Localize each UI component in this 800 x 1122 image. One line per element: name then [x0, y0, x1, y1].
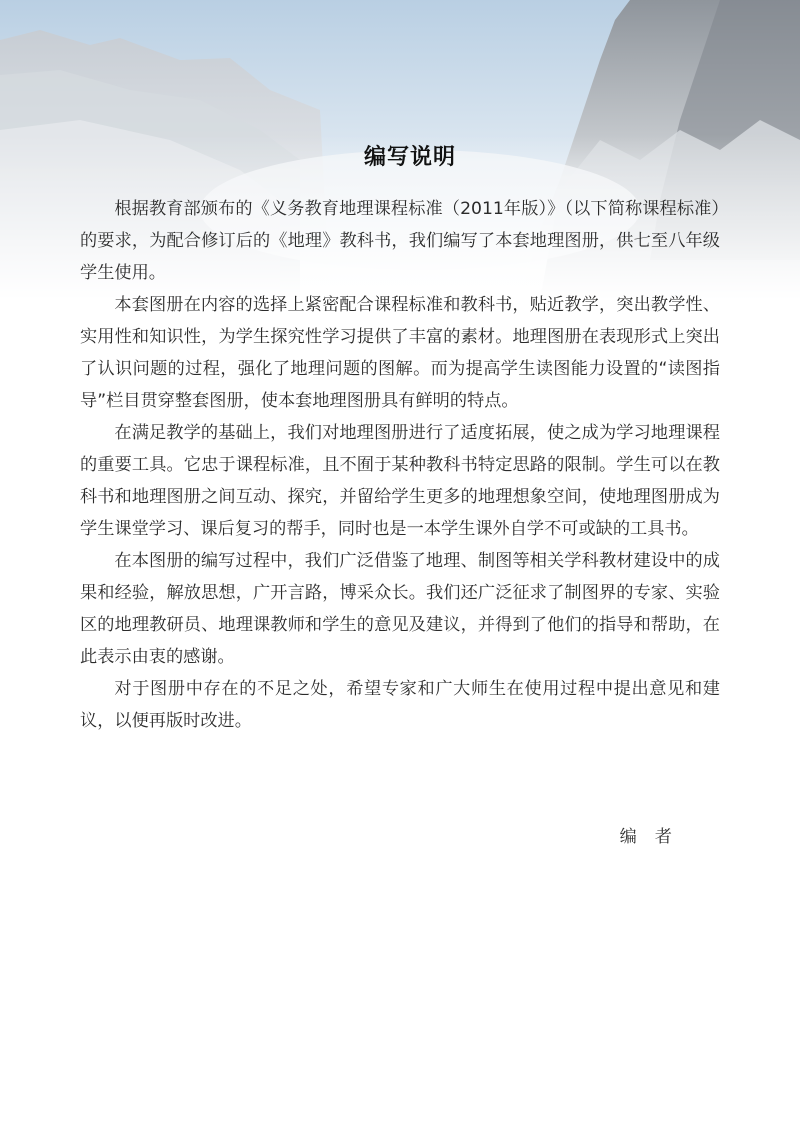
- paragraph-5: 对于图册中存在的不足之处，希望专家和广大师生在使用过程中提出意见和建议，以便再版时改进。: [80, 679, 720, 731]
- paragraph-1: 根据教育部颁布的《义务教育地理课程标准（2011年版）》（以下简称课程标准）的要求，为配合修订后的《地理》教科书，我们编写了本套地理图册，供七至八年级学生使用。: [80, 199, 720, 283]
- document-body: [80, 140, 720, 737]
- paragraph-3: 在满足教学的基础上，我们对地理图册进行了适度拓展，使之成为学习地理课程的重要工具。它忠于课程标准，且不囿于某种教科书特定思路的限制。学生可以在教科书和地理图册之间互动、探究，并留给学生更多的地理想象空间，使地理图册成为学生课堂学习、课后复习的帮手，同时也是一本学生课外自学不可或缺的工具书。: [80, 423, 720, 539]
- page-title: 编写说明: [363, 145, 456, 170]
- paragraph-4: 在本图册的编写过程中，我们广泛借鉴了地理、制图等相关学科教材建设中的成果和经验，解放思想，广开言路，博采众长。我们还广泛征求了制图界的专家、实验区的地理教研员、地理课教师和学生的意见及建议，并得到了他们的指导和帮助，在此表示由衷的感谢。: [80, 551, 720, 667]
- paragraph-2: 本套图册在内容的选择上紧密配合课程标准和教科书，贴近教学，突出教学性、实用性和知识性，为学生探究性学习提供了丰富的素材。地理图册在表现形式上突出了认识问题的过程，强化了地理问题的图解。而为提高学生读图能力设置的“读图指导”栏目贯穿整套图册，使本套地理图册具有鲜明的特点。: [80, 295, 720, 411]
- author-signature: 编者: [619, 827, 690, 847]
